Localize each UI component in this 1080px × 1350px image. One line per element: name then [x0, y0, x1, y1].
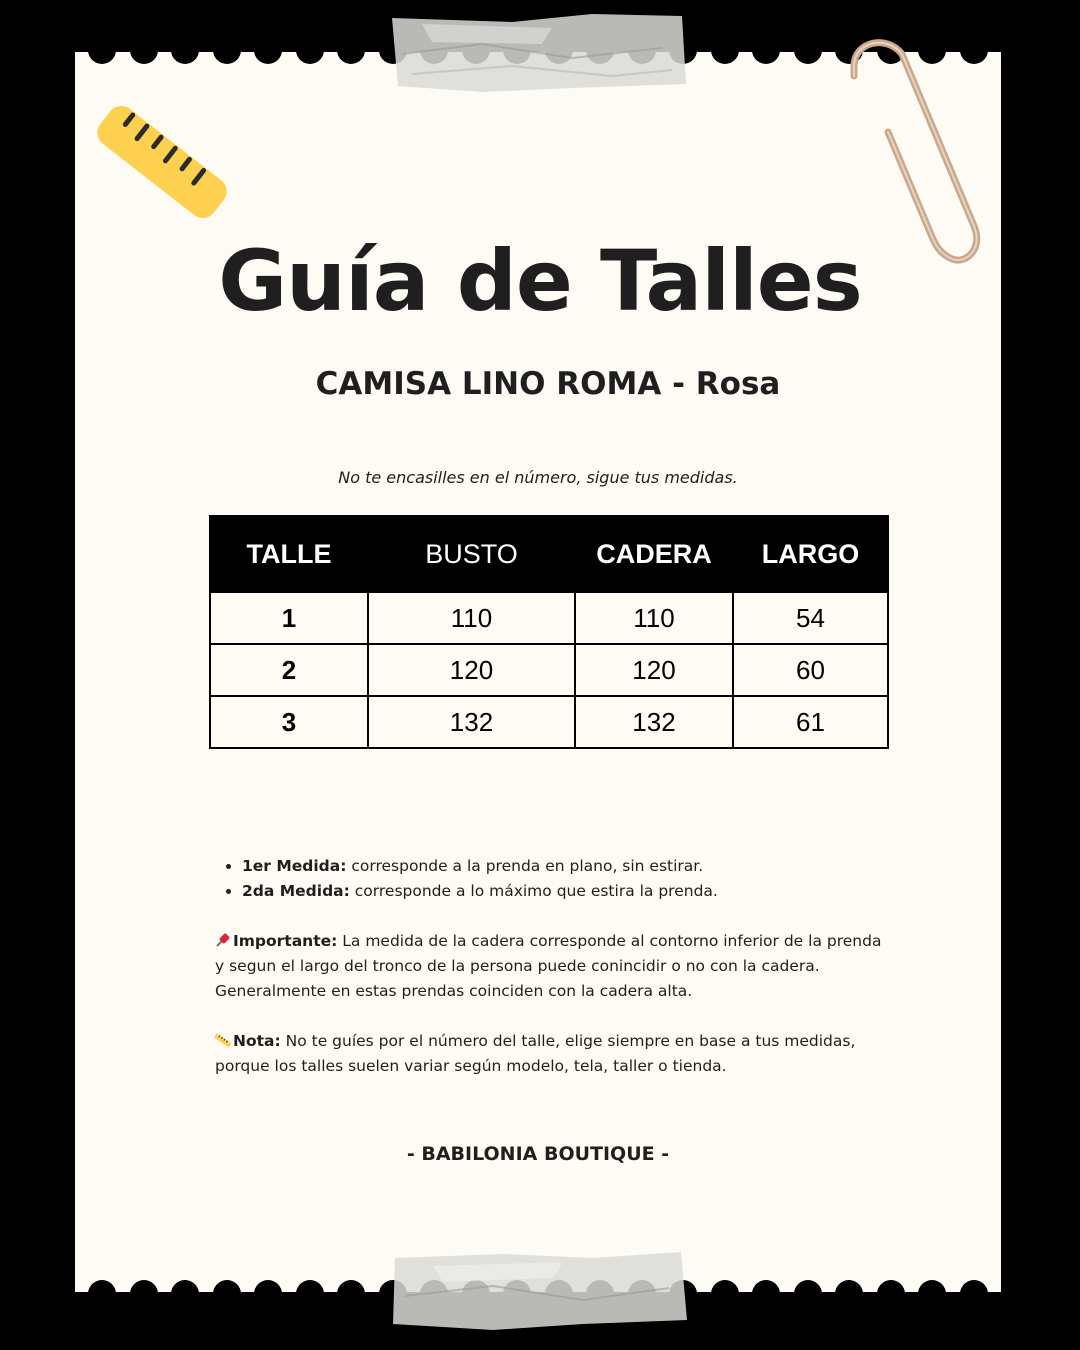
ruler-icon: [215, 1032, 231, 1048]
cell-cadera: 120: [575, 644, 733, 696]
bullet-label: 1er Medida:: [242, 857, 347, 875]
ruler-icon: [92, 95, 232, 230]
importante-text: La medida de la cadera corresponde al contorno inferior de la prenda y segun el largo del tronco de la persona puede conincidir o no con la cadera. Generalmente en estas prendas coinciden con la cadera alta.: [215, 932, 882, 1000]
bullet-text: corresponde a la prenda en plano, sin estirar.: [346, 857, 704, 875]
brand-footer: - BABILONIA BOUTIQUE -: [406, 1143, 670, 1165]
cell-talle: 1: [210, 592, 368, 644]
pushpin-icon: [215, 932, 231, 948]
notes-section: [215, 854, 895, 1079]
column-header-talle: TALLE: [210, 516, 368, 592]
nota-label: Nota:: [233, 1032, 281, 1050]
tape-top: [392, 14, 686, 94]
column-header-largo: LARGO: [733, 516, 888, 592]
size-table: [209, 515, 889, 749]
cell-busto: 110: [368, 592, 575, 644]
table-row: [210, 644, 888, 696]
cell-largo: 60: [733, 644, 888, 696]
cell-busto: 132: [368, 696, 575, 748]
list-item: [242, 854, 895, 879]
cell-largo: 61: [733, 696, 888, 748]
bullet-text: corresponde a lo máximo que estira la prenda.: [349, 882, 718, 900]
cell-talle: 2: [210, 644, 368, 696]
bullet-label: 2da Medida:: [242, 882, 350, 900]
tagline: No te encasilles en el número, sigue tus medidas.: [338, 468, 738, 487]
product-name: CAMISA LINO ROMA - Rosa: [315, 366, 781, 402]
nota-text: No te guíes por el número del talle, elige siempre en base a tus medidas, porque los talles suelen variar según modelo, tela, taller o tienda.: [215, 1032, 856, 1075]
cell-cadera: 110: [575, 592, 733, 644]
column-header-cadera: CADERA: [575, 516, 733, 592]
table-row: [210, 696, 888, 748]
table-row: [210, 592, 888, 644]
measurement-list: [215, 854, 895, 904]
importante-label: Importante:: [233, 932, 338, 950]
tape-bottom: [393, 1252, 687, 1332]
table-header-row: [210, 516, 888, 592]
cell-talle: 3: [210, 696, 368, 748]
cell-busto: 120: [368, 644, 575, 696]
cell-cadera: 132: [575, 696, 733, 748]
importante-note: [215, 929, 895, 1004]
column-header-busto: BUSTO: [368, 516, 575, 592]
page-title: Guía de Talles: [218, 232, 862, 330]
nota-note: [215, 1029, 895, 1079]
list-item: [242, 879, 895, 904]
cell-largo: 54: [733, 592, 888, 644]
